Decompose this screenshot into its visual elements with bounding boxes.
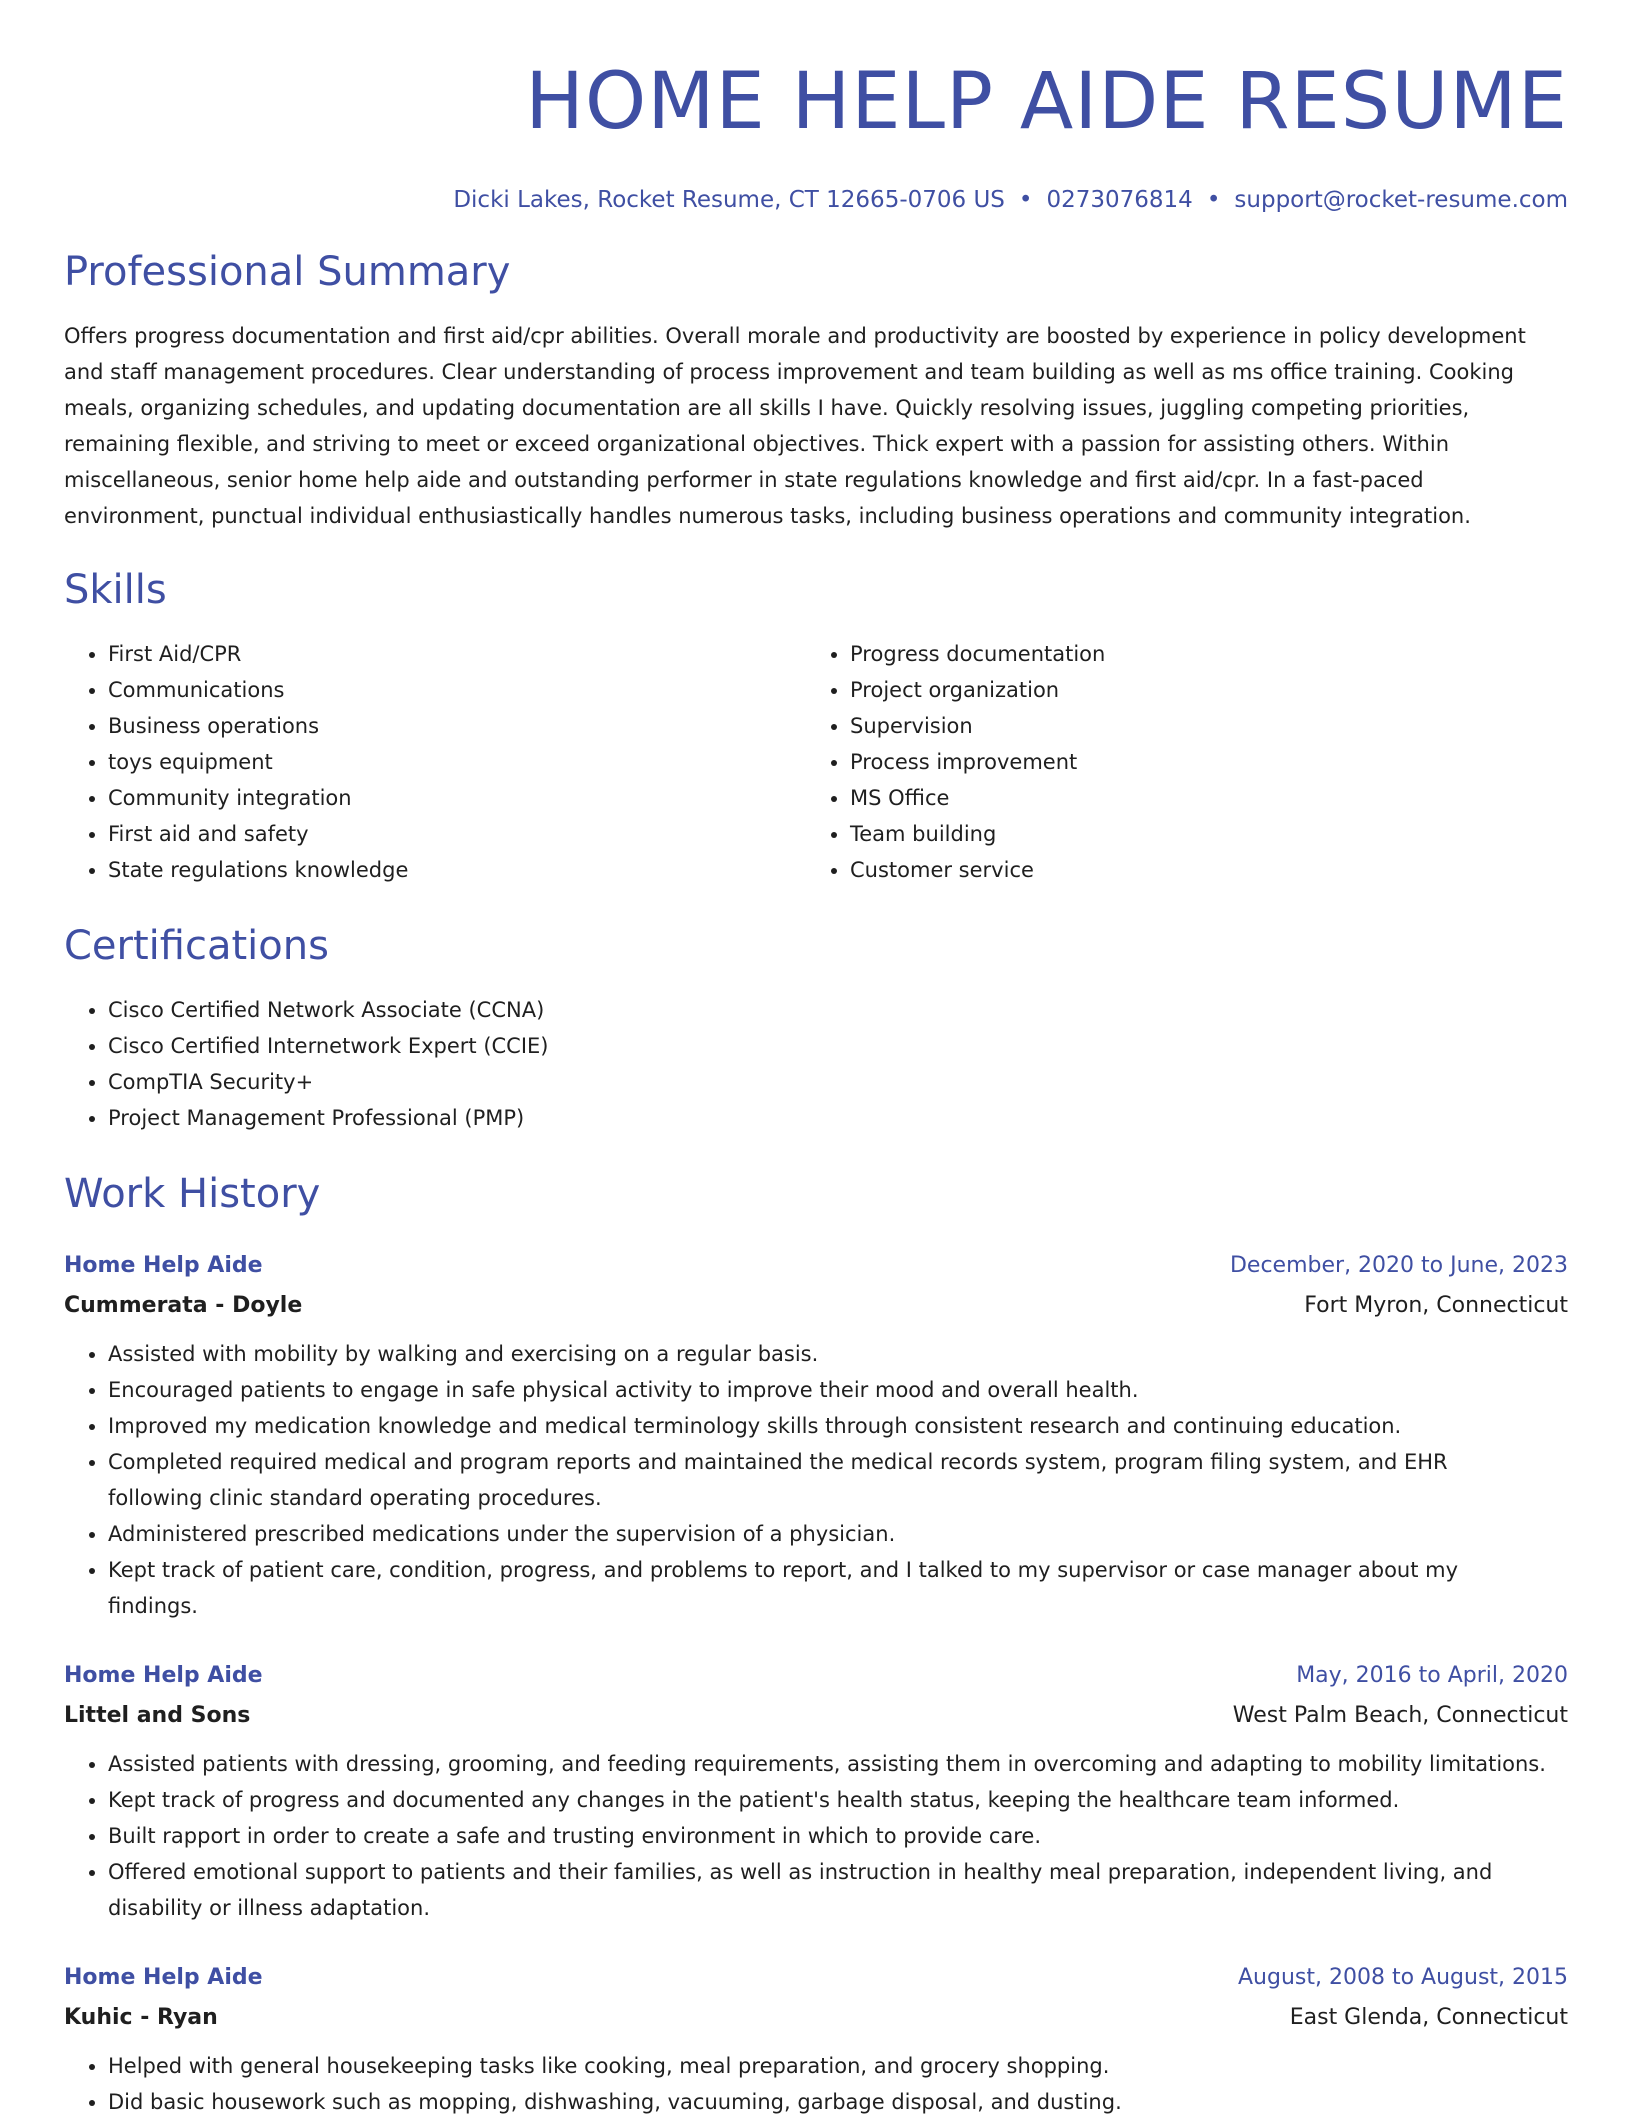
job-company: Kuhic - Ryan — [64, 2005, 218, 2030]
job-title-row — [64, 1958, 1568, 1998]
job-dates: May, 2016 to April, 2020 — [1296, 1663, 1568, 1688]
job-company: Littel and Sons — [64, 1703, 251, 1728]
job-duty-item: • Improved my medication knowledge and medical terminology skills through consistent research and continuing education. — [108, 1408, 1568, 1444]
contact-address: Dicki Lakes, Rocket Resume, CT 12665-0706 US — [453, 187, 1005, 213]
skills-column-right — [806, 636, 1548, 888]
skill-item: • Supervision — [850, 708, 1548, 744]
job-dates: December, 2020 to June, 2023 — [1229, 1253, 1568, 1278]
job-company-row — [64, 1998, 1568, 2038]
skills-list — [64, 636, 806, 888]
job-duty-item: • Assisted with mobility by walking and exercising on a regular basis. — [108, 1336, 1568, 1372]
skill-item: • Progress documentation — [850, 636, 1548, 672]
job-duty-item: • Administered prescribed medications under the supervision of a physician. — [108, 1516, 1568, 1552]
skill-item: • Business operations — [108, 708, 806, 744]
job-duty-item: • Kept track of progress and documented any changes in the patient's health status, keeping the healthcare team informed. — [108, 1782, 1568, 1818]
job-duty-item: • Completed required medical and program reports and maintained the medical records system, program filing system, and EHR following clinic standard operating procedures. — [108, 1444, 1568, 1516]
job-role: Home Help Aide — [64, 1663, 263, 1688]
skill-item: • First Aid/CPR — [108, 636, 806, 672]
job-duty-item: • Built rapport in order to create a safe and trusting environment in which to provide care. — [108, 1818, 1568, 1854]
skill-item: • Project organization — [850, 672, 1548, 708]
job-location: Fort Myron, Connecticut — [1304, 1293, 1568, 1318]
summary-text: Offers progress documentation and first aid/cpr abilities. Overall morale and productivity are boosted by experience in policy development and staff management procedures. Clear understanding of process improvement and team building as well as ms office training. Cooking meals, organizing schedules, and updating documentation are all skills I have. Quickly resolving issues, juggling competing priorities, remaining flexible, and striving to meet or exceed organizational objectives. Thick expert with a passion for assisting others. Within miscellaneous, senior home help aide and outstanding performer in state regulations knowledge and first aid/cpr. In a fast-paced environment, punctual individual enthusiastically handles numerous tasks, including business operations and community integration. — [64, 324, 1526, 528]
job-company-row — [64, 1286, 1568, 1326]
certification-item: • Project Management Professional (PMP) — [108, 1100, 1568, 1136]
skill-item: • toys equipment — [108, 744, 806, 780]
skill-item: • Process improvement — [850, 744, 1548, 780]
job-entry — [64, 1656, 1568, 1926]
job-duties-list — [64, 1746, 1568, 1926]
job-role: Home Help Aide — [64, 1253, 263, 1278]
certifications-section — [64, 918, 1568, 1136]
professional-summary-section — [64, 244, 1568, 534]
section-heading: Work History — [64, 1171, 321, 1217]
skill-item: • MS Office — [850, 780, 1548, 816]
job-company-row — [64, 1696, 1568, 1736]
skills-grid — [64, 636, 1568, 888]
job-role: Home Help Aide — [64, 1965, 263, 1990]
certification-item: • Cisco Certified Internetwork Expert (CCIE) — [108, 1028, 1568, 1064]
skill-item: • Communications — [108, 672, 806, 708]
section-heading: Professional Summary — [64, 249, 511, 295]
contact-separator: • — [1018, 187, 1033, 213]
job-title-row — [64, 1656, 1568, 1696]
job-duty-item: • Did basic housework such as mopping, dishwashing, vacuuming, garbage disposal, and dusting. — [108, 2084, 1568, 2120]
section-heading: Skills — [64, 567, 167, 613]
contact-phone: 0273076814 — [1046, 187, 1193, 213]
job-duty-item: • Kept track of patient care, condition, progress, and problems to report, and I talked to my supervisor or case manager about my findings. — [108, 1552, 1568, 1624]
job-duty-item: • Assisted patients with dressing, grooming, and feeding requirements, assisting them in overcoming and adapting to mobility limitations. — [108, 1746, 1568, 1782]
job-location: West Palm Beach, Connecticut — [1232, 1703, 1568, 1728]
skill-item: • Customer service — [850, 852, 1548, 888]
resume-title: HOME HELP AIDE RESUME — [525, 57, 1568, 147]
job-duties-list — [64, 1336, 1568, 1624]
job-duties-list — [64, 2048, 1568, 2120]
skills-column-left — [64, 636, 806, 888]
job-duty-item: • Encouraged patients to engage in safe physical activity to improve their mood and overall health. — [108, 1372, 1568, 1408]
skills-section — [64, 562, 1568, 888]
resume-header — [64, 52, 1568, 218]
job-entry — [64, 1246, 1568, 1624]
skills-list — [806, 636, 1548, 888]
certification-item: • CompTIA Security+ — [108, 1064, 1568, 1100]
contact-separator: • — [1206, 187, 1221, 213]
skill-item: • First aid and safety — [108, 816, 806, 852]
job-duty-item: • Offered emotional support to patients and their families, as well as instruction in healthy meal preparation, independent living, and disability or illness adaptation. — [108, 1854, 1568, 1926]
job-company: Cummerata - Doyle — [64, 1293, 303, 1318]
job-duty-item: • Helped with general housekeeping tasks like cooking, meal preparation, and grocery shopping. — [108, 2048, 1568, 2084]
job-location: East Glenda, Connecticut — [1289, 2005, 1568, 2030]
job-dates: August, 2008 to August, 2015 — [1238, 1965, 1568, 1990]
contact-email: support@rocket-resume.com — [1234, 187, 1568, 213]
certification-item: • Cisco Certified Network Associate (CCNA) — [108, 992, 1568, 1028]
job-title-row — [64, 1246, 1568, 1286]
section-heading: Certifications — [64, 923, 329, 969]
job-entry — [64, 1958, 1568, 2120]
skill-item: • Community integration — [108, 780, 806, 816]
certifications-list — [64, 992, 1568, 1136]
skill-item: • Team building — [850, 816, 1548, 852]
contact-line — [64, 182, 1568, 218]
work-history-section — [64, 1166, 1568, 2120]
skill-item: • State regulations knowledge — [108, 852, 806, 888]
